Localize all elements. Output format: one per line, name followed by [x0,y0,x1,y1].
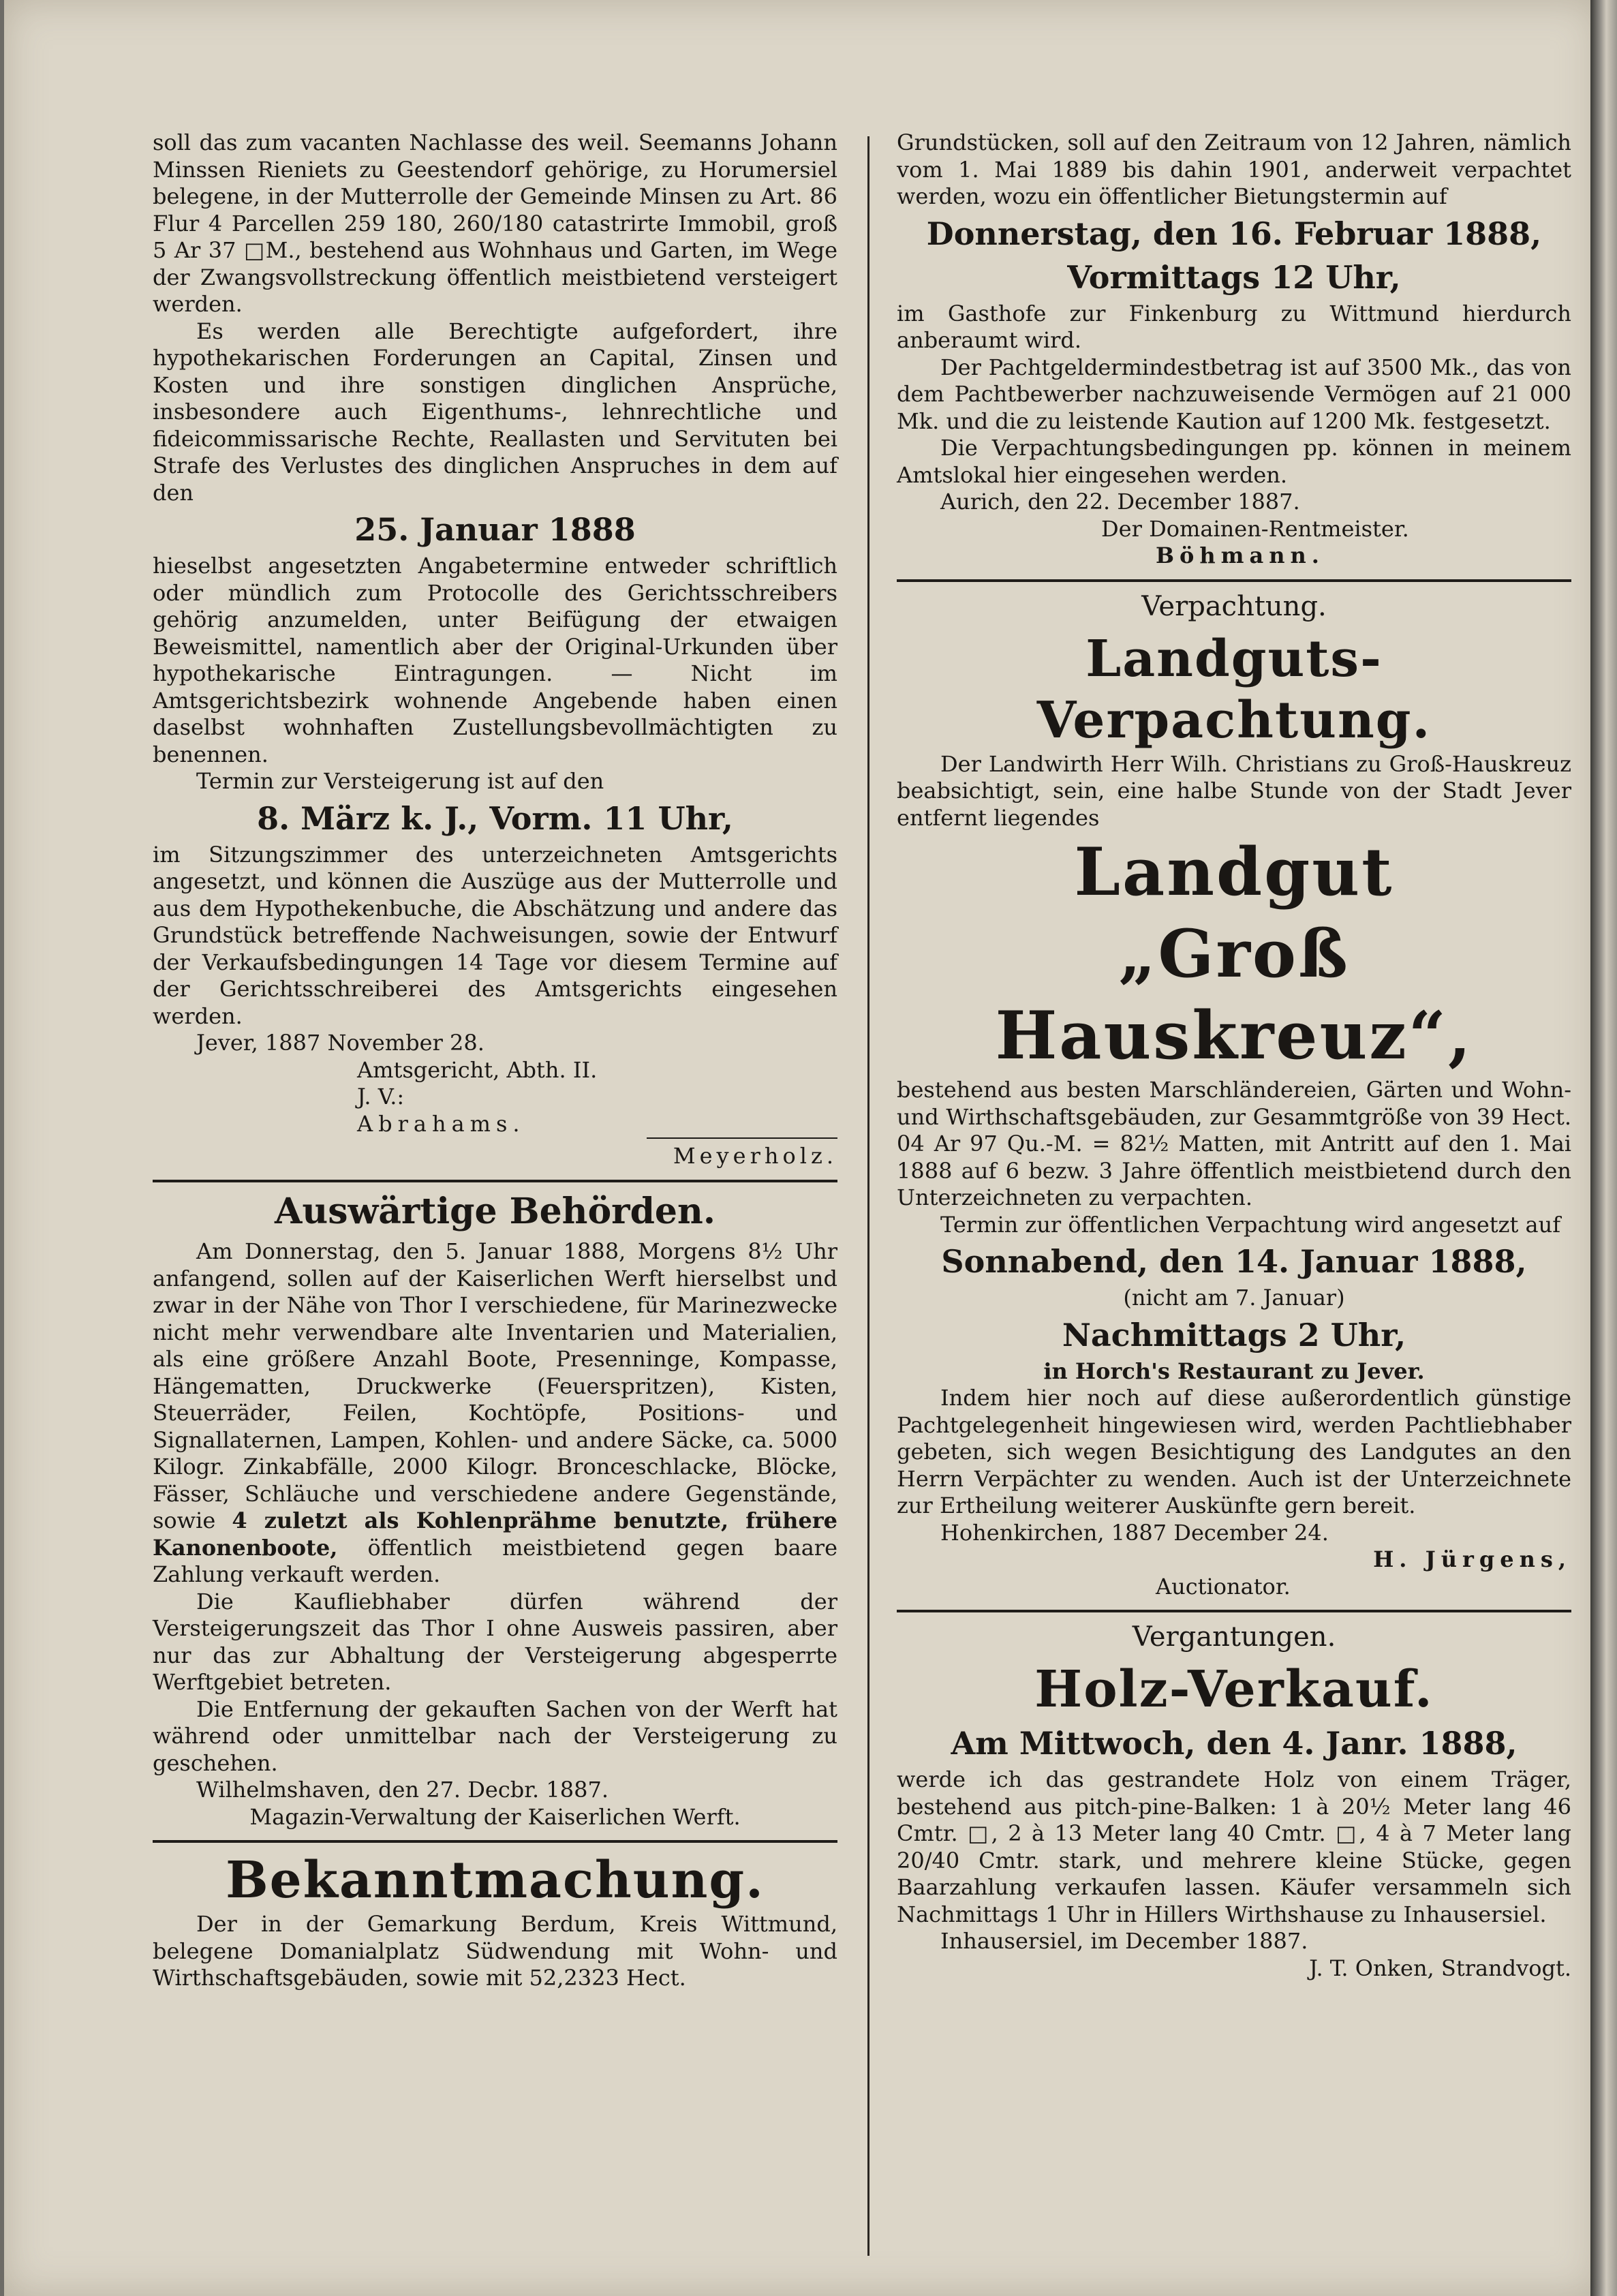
notice-signature: Abrahams. [357,1110,525,1137]
ad-heading: „Groß Hauskreuz“, [995,915,1473,1074]
notice-text: im Sitzungszimmer des unterzeichneten Amtsgerichts angesetzt, und können die Auszüge aus der Mutterrolle und aus dem Hypothekenbuche, die Abschätzung und andere das Grundstück betreffende Nachweisungen, sowie der Entwurf der Verkaufsbedingungen 14 Tage vor diesem Termine auf der Gerichtsschreiberei des Amtsgerichts eingesehen werden. [153,841,837,1029]
notice-text: Der in der Gemarkung Berdum, Kreis Wittmund, belegene Domanialplatz Südwendung mit Wohn- und Wirthschaftsgebäuden, sowie mit 52,2323 Hect. [153,1911,837,1991]
section-heading: Auswärtige Behörden. [275,1191,715,1232]
notice-place-date: Aurich, den 22. December 1887. [940,489,1300,515]
notice-text: werde ich das gestrandete Holz von einem Träger, bestehend aus pitch-pine-Balken: 1 à 20½ Meter lang 46 Cmtr. □, 2 à 13 Meter lang 40 Cmtr. □, 4 à 7 Meter lang 20/40 Cmtr. stark, und mehrere kleine Stücke, gegen Baarzahlung verkaufen lassen. Käufer versammeln sich Nachmittags 1 Uhr in Hillers Wirthshause zu Inhausersiel. [897,1766,1571,1927]
notice-signature: Magazin-Verwaltung der Kaiserlichen Werft. [249,1803,741,1830]
notice-text: hieselbst angesetzten Angabetermine entweder schriftlich oder mündlich zum Protocolle des Gerichtsschreibers gehörig anzumelden, unter Beifügung der etwaigen Beweismittel, namentlich aber der Original-Urkunden über hypothekarische Eintragungen. — Nicht im Amtsgerichtsbezirk wohnende Angebende haben einen daselbst wohnhaften Zustellungsbevollmächtigten zu benennen. [153,553,837,767]
notice-text: bestehend aus besten Marschländereien, Gärten und Wohn- und Wirthschaftsgebäuden, zur Gesammtgröße von 39 Hect. 04 Ar 97 Qu.-M. = 82½ Matten, mit Antritt auf den 1. Mai 1888 auf 6 bezw. 3 Jahre öffentlich meistbietend durch den Unterzeichneten zu verpachten. [897,1077,1571,1210]
notice-date: Sonnabend, den 14. Januar 1888, [941,1243,1527,1280]
notice-signature: Auctionator. [1156,1573,1291,1599]
section-divider [897,1610,1571,1612]
section-divider [153,1180,837,1182]
section-heading: Verpachtung. [1141,590,1327,622]
notice-signature: Böhmann. [1156,542,1325,568]
notice-text: Die Entfernung der gekauften Sachen von der Werft hat während oder unmittelbar nach der Versteigerung zu geschehen. [153,1696,837,1776]
notice-signature: Amtsgericht, Abth. II. [357,1056,598,1083]
section-divider [153,1840,837,1843]
notice-text: Grundstücken, soll auf den Zeitraum von 12 Jahren, nämlich vom 1. Mai 1889 bis dahin 1901, anderweit verpachtet werden, wozu ein öffentlicher Bietungstermin auf [897,129,1571,209]
ad-heading: Landgut [1074,833,1394,910]
notice-place-date: Jever, 1887 November 28. [196,1030,484,1056]
notice-date: 8. März k. J., Vorm. 11 Uhr, [257,799,733,837]
notice-date: Am Mittwoch, den 4. Janr. 1888, [951,1725,1518,1762]
notice-date: Vormittags 12 Uhr, [1067,258,1401,296]
notice-place-date: Hohenkirchen, 1887 December 24. [940,1519,1329,1546]
notice-emphasis: 4 zuletzt als Kohlenprähme benutzte, frühere Kanonenboote, [153,1507,838,1561]
ad-heading: Holz-Verkauf. [1034,1660,1434,1719]
left-column [153,129,837,1992]
notice-text: Am Donnerstag, den 5. Januar 1888, Morgens 8½ Uhr anfangend, sollen auf der Kaiserlichen Werft hierselbst und zwar in der Nähe von Thor I verschiedene, für Marinezwecke nicht mehr verwendbare alte Inventarien und Materialien, als eine größere Anzahl Boote, Presenninge, Kompasse, Hängematten, Druckwerke (Feuerspritzen), Kisten, Steuerräder, Feilen, Kochtöpfe, Positions- und Signallaternen, Lampen, Kohlen- und andere Säcke, ca. 5000 Kilogr. Zinkabfälle, 2000 Kilogr. Bronceschlacke, Blöcke, Fässer, Schläuche und verschiedene andere Gegenstände, sowie [153,1238,837,1533]
notice-text: in Horch's Restaurant zu Jever. [1043,1358,1425,1384]
notice-text: Der Pachtgeldermindestbetrag ist auf 3500 Mk., das von dem Pachtbewerber nachzuweisende Vermögen auf 21 000 Mk. und die zu leistende Kaution auf 1200 Mk. festgesetzt. [897,354,1571,434]
notice-place-date: Inhausersiel, im December 1887. [940,1928,1308,1954]
notice-text [153,1238,837,1589]
notice-date: Nachmittags 2 Uhr, [1062,1316,1406,1353]
notice-text: Der Landwirth Herr Wilh. Christians zu Groß-Hauskreuz beabsichtigt, sein, eine halbe Stunde von der Stadt Jever entfernt liegendes [897,750,1571,831]
notice-text: Indem hier noch auf diese außerordentlich günstige Pachtgelegenheit hingewiesen wird, werden Pachtliebhaber gebeten, sich wegen Besichtigung des Landgutes an den Herrn Verpächter zu wenden. Auch ist der Unterzeichnete zur Ertheilung weiterer Auskünfte gern bereit. [897,1385,1571,1518]
notice-text: Termin zur öffentlichen Verpachtung wird angesetzt auf [940,1211,1561,1238]
notice-text: Die Kaufliebhaber dürfen während der Versteigerungszeit das Thor I ohne Ausweis passiren, aber nur das zur Abhaltung der Versteigerung abgesperrte Werftgebiet betreten. [153,1588,837,1695]
notice-text: Die Verpachtungsbedingungen pp. können in meinem Amtslokal hier eingesehen werden. [897,435,1571,488]
notice-signature: J. V.: [357,1084,405,1109]
notice-signature: J. T. Onken, Strandvogt. [1309,1955,1571,1981]
notice-text: (nicht am 7. Januar) [1123,1285,1345,1311]
notice-signature: H. Jürgens, [1373,1546,1571,1572]
column-divider [867,136,869,2256]
notice-text: öffentlich meistbietend gegen baare Zahlung verkauft werden. [153,1534,837,1587]
notice-place-date: Wilhelmshaven, den 27. Decbr. 1887. [196,1777,609,1803]
notice-text: Termin zur Versteigerung ist auf den [196,768,604,794]
notice-text: soll das zum vacanten Nachlasse des weil. Seemanns Johann Minssen Rieniets zu Geestendorf gehörige, zu Horumersiel belegene, in der Mutterrolle der Gemeinde Minsen zu Art. 86 Flur 4 Parcellen 259 180, 260/180 catastrirte Immobil, groß 5 Ar 37 □M., bestehend aus Wohnhaus und Garten, im Wege der Zwangsvollstreckung öffentlich meistbietend versteigert werden. [153,129,837,317]
right-column [897,129,1571,1982]
newspaper-page [4,0,1599,2296]
page-edge [1590,0,1617,2296]
notice-date: Donnerstag, den 16. Februar 1888, [926,215,1542,252]
notice-signature: Meyerholz. [647,1137,837,1170]
notice-text: Es werden alle Berechtigte aufgefordert, ihre hypothekarischen Forderungen an Capital, Zinsen und Kosten und ihre sonstigen dinglichen Ansprüche, insbesondere auch Eigenthums-, lehnrechtliche und fideicommissarische Rechte, Reallasten und Servituten bei Strafe des Verlustes des dinglichen Anspruches in dem auf den [153,318,837,506]
section-heading: Vergantungen. [1132,1621,1336,1653]
notice-text: im Gasthofe zur Finkenburg zu Wittmund hierdurch anberaumt wird. [897,300,1571,353]
ad-heading: Landguts-Verpachtung. [1036,629,1432,750]
section-heading: Bekanntmachung. [226,1851,765,1910]
notice-date: 25. Januar 1888 [354,511,636,548]
notice-signature: Der Domainen-Rentmeister. [1101,515,1409,542]
section-divider [897,579,1571,582]
